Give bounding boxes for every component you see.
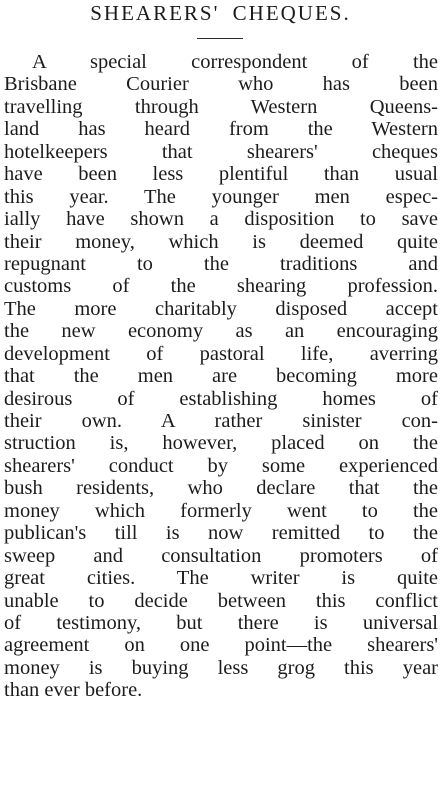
article-line: bush residents, who declare that the [4, 477, 438, 500]
article-line: their own. A rather sinister con- [4, 410, 438, 432]
article-line: A special correspondent of the [32, 51, 438, 73]
headline-divider [197, 38, 243, 39]
article-headline: SHEARERS' CHEQUES. [90, 1, 351, 25]
article-line: ially have shown a disposition to save [4, 208, 438, 231]
article-body [4, 51, 438, 702]
article-line: unable to decide between this conflict [4, 589, 438, 612]
article-line: desirous of establishing homes of [4, 387, 438, 410]
article-line: publican's till is now remitted to the [4, 522, 438, 545]
article-line: their money, which is deemed quite [4, 230, 438, 253]
article-line: the new economy as an encouraging [4, 320, 438, 343]
article-line: struction is, however, placed on the [4, 432, 438, 455]
article-line: than ever before. [4, 679, 143, 702]
article-line: have been less plentiful than usual [4, 163, 438, 186]
article-line: development of pastoral life, averring [4, 342, 438, 365]
article-line: repugnant to the traditions and [4, 252, 438, 275]
article-line: of testimony, but there is universal [4, 611, 438, 634]
article-line: travelling through Western Queens- [4, 95, 438, 118]
article-line: The more charitably disposed accept [4, 297, 438, 320]
article-line: Brisbane Courier who has been [4, 73, 438, 96]
article-line: this year. The younger men espec- [4, 185, 438, 208]
article-line: hotelkeepers that shearers' cheques [4, 140, 438, 163]
article-line: great cities. The writer is quite [4, 567, 438, 590]
article-line: agreement on one point—the shearers' [4, 634, 438, 657]
article-line: money which formerly went to the [4, 499, 438, 522]
article-line: sweep and consultation promoters of [4, 544, 438, 567]
article-line: shearers' conduct by some experienced [4, 454, 438, 477]
article-line: money is buying less grog this year [4, 656, 438, 679]
article-line: land has heard from the Western [4, 118, 438, 141]
article-line: customs of the shearing profession. [4, 275, 438, 298]
article-line: that the men are becoming more [4, 365, 438, 388]
